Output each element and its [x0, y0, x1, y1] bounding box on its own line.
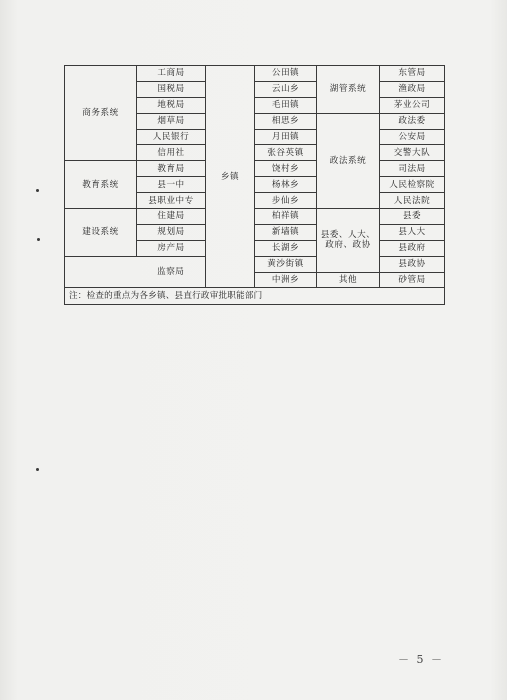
- dept-cell: 信用社: [137, 145, 206, 161]
- county-leadership-line1: 县委、人大、: [320, 230, 376, 241]
- dept-cell: 县一中: [137, 177, 206, 193]
- dept-cell: 教育局: [137, 161, 206, 177]
- dept-cell: 县职业中专: [137, 193, 206, 209]
- margin-dot: [36, 189, 39, 192]
- dept-cell: 房产局: [137, 240, 206, 256]
- unit-cell: 县人大: [380, 224, 445, 240]
- table-note: 注：检查的重点为各乡镇、县直行政审批职能部门: [65, 288, 445, 305]
- dept-cell: 人民银行: [137, 129, 206, 145]
- dept-cell: 地税局: [137, 97, 206, 113]
- dept-cell: 工商局: [137, 66, 206, 82]
- table-row: [65, 256, 445, 272]
- category-label-county-leadership: [317, 209, 380, 273]
- dept-cell: 烟草局: [137, 113, 206, 129]
- unit-cell: 司法局: [380, 161, 445, 177]
- table-row: [65, 288, 445, 305]
- town-cell: 月田镇: [255, 129, 317, 145]
- table-row: [65, 209, 445, 225]
- category-label-commerce: 商务系统: [65, 66, 137, 161]
- town-cell: 相思乡: [255, 113, 317, 129]
- page-number: － 5 －: [398, 653, 444, 666]
- town-cell: 步仙乡: [255, 193, 317, 209]
- town-cell: 长湖乡: [255, 240, 317, 256]
- town-cell: 黄沙街镇: [255, 256, 317, 272]
- town-cell: 柏祥镇: [255, 209, 317, 225]
- unit-cell: 交警大队: [380, 145, 445, 161]
- margin-dot: [37, 238, 40, 241]
- county-leadership-line2: 政府、政协: [325, 240, 371, 251]
- unit-cell: 政法委: [380, 113, 445, 129]
- unit-cell: 县政协: [380, 256, 445, 272]
- town-cell: 毛田镇: [255, 97, 317, 113]
- town-cell: 张谷英镇: [255, 145, 317, 161]
- category-label-other: 其他: [317, 272, 380, 288]
- category-label-education: 教育系统: [65, 161, 137, 209]
- unit-cell: 人民检察院: [380, 177, 445, 193]
- table-row: [65, 161, 445, 177]
- township-label: 乡镇: [206, 66, 255, 288]
- category-label-lake: 湖管系统: [317, 66, 380, 114]
- town-cell: 新墙镇: [255, 224, 317, 240]
- unit-cell: 茅业公司: [380, 97, 445, 113]
- unit-cell: 砂管局: [380, 272, 445, 288]
- unit-cell: 东管局: [380, 66, 445, 82]
- town-cell: 杨林乡: [255, 177, 317, 193]
- town-cell: 饶村乡: [255, 161, 317, 177]
- town-cell: 中洲乡: [255, 272, 317, 288]
- category-label-construction: 建设系统: [65, 209, 137, 257]
- unit-cell: 县委: [380, 209, 445, 225]
- margin-dot: [36, 468, 39, 471]
- category-label-law: 政法系统: [317, 113, 380, 208]
- unit-cell: 渔政局: [380, 81, 445, 97]
- dept-cell: 住建局: [137, 209, 206, 225]
- town-cell: 云山乡: [255, 81, 317, 97]
- unit-cell: 县政府: [380, 240, 445, 256]
- dept-cell: 规划局: [137, 224, 206, 240]
- town-cell: 公田镇: [255, 66, 317, 82]
- dept-cell: 国税局: [137, 81, 206, 97]
- dept-cell-supervision: 监察局: [137, 256, 206, 288]
- unit-cell: 人民法院: [380, 193, 445, 209]
- inspection-scope-table: [64, 65, 445, 305]
- category-spacer: [65, 256, 137, 288]
- table-row: [65, 66, 445, 82]
- unit-cell: 公安局: [380, 129, 445, 145]
